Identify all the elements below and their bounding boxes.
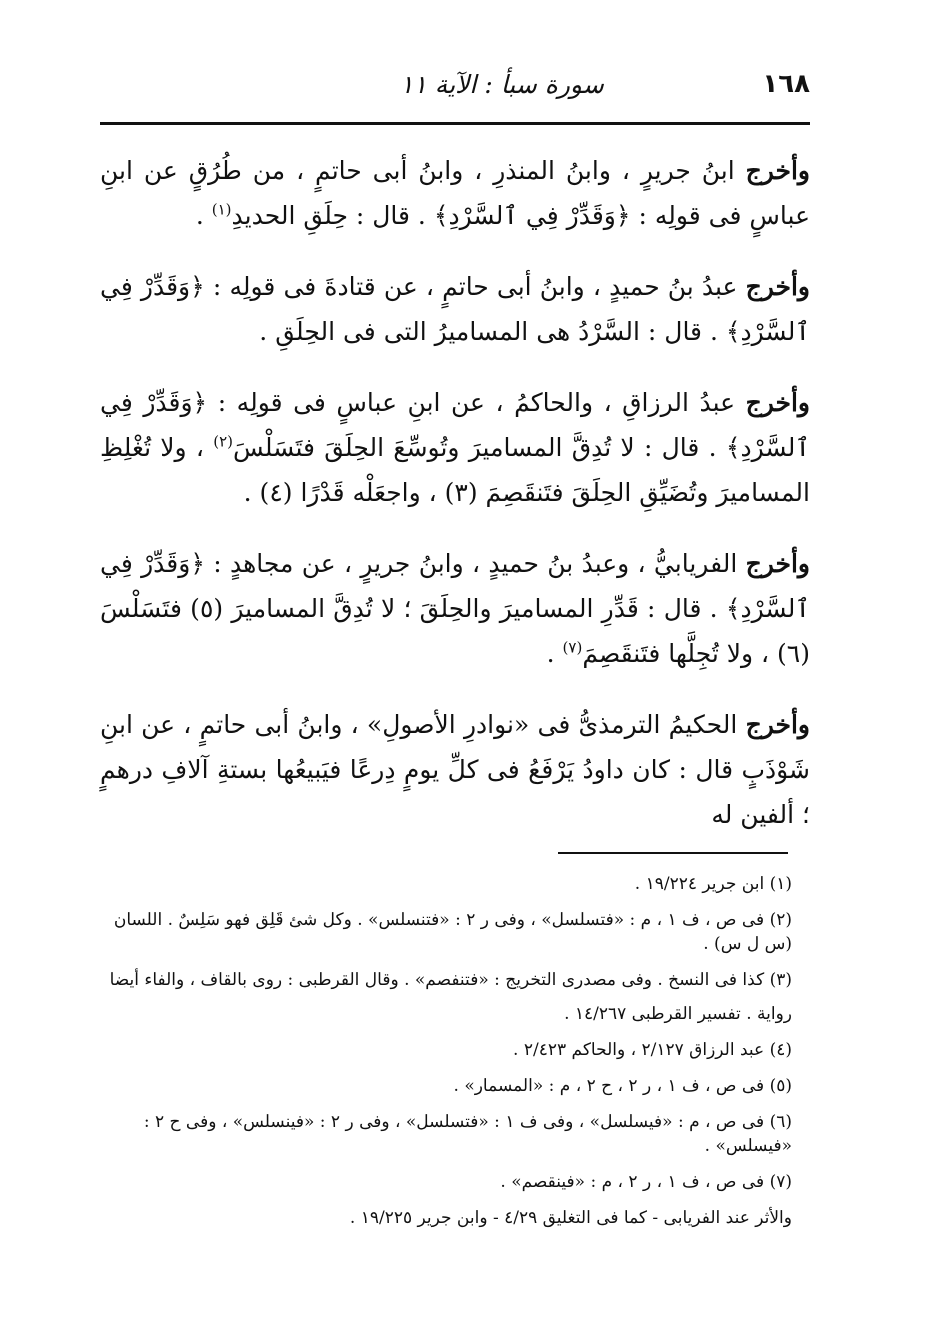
paragraph-tail: .	[195, 201, 212, 230]
main-text	[100, 148, 810, 863]
paragraph-opener: وأخرج	[745, 710, 810, 739]
paragraph-text: عبدُ الرزاقِ ، والحاكمُ ، عن ابنِ عباسٍ فى قولِه : ﴿وَقَدِّرْ فِي ٱلسَّرْدِ﴾ . قال : لا تُدِقَّ المساميرَ وتُوسِّعَ الحِلَقَ فتَسَلْسَ	[100, 388, 810, 462]
footnote-marker: (١)	[211, 200, 232, 219]
footnote-source-note: والأثر عند الفريابى - كما فى التغليق ٤/٢٩ - وابن جرير ١٩/٢٢٥ .	[349, 1208, 792, 1228]
paragraph-text: عبدُ بنُ حميدٍ ، وابنُ أبى حاتمٍ ، عن قتادةَ فى قولِه : ﴿وَقَدِّرْ فِي ٱلسَّرْدِ﴾ . قال : السَّرْدُ هى المساميرُ التى فى الحِلَقِ .	[100, 272, 810, 346]
footnote-marker: (٧)	[562, 638, 583, 657]
paragraph	[100, 264, 810, 354]
page-header	[100, 60, 810, 108]
paragraph-text: الحكيمُ الترمذىُّ فى «نوادرِ الأصولِ» ، وابنُ أبى حاتمٍ ، عن ابنِ شَوْذَبٍ قال : كان داودُ يَرْفَعُ فى كلِّ يومٍ دِرعًا فيَبيعُها بستةِ آلافِ درهمٍ ؛ ألفين له	[100, 710, 810, 829]
paragraph-opener: وأخرج	[745, 156, 810, 185]
paragraph	[100, 541, 810, 676]
paragraph	[100, 380, 810, 515]
footnote-7: (٧) فى ص ، ف ١ ، ر ٢ ، م : «فينقصم» .	[500, 1172, 792, 1192]
paragraph	[100, 148, 810, 238]
footnote-rule	[558, 852, 788, 854]
paragraph-opener: وأخرج	[745, 388, 810, 417]
paragraph	[100, 702, 810, 837]
footnote-6: (٦) فى ص ، م : «فيسلسل» ، وفى ف ١ : «فتسلسل» ، وفى ر ٢ : «فينسلس» ، وفى ح ٢ : «فيسلس» .	[143, 1112, 792, 1156]
paragraph-opener: وأخرج	[745, 549, 810, 578]
paragraph-text: الفريابيُّ ، وعبدُ بنُ حميدٍ ، وابنُ جريرٍ ، عن مجاهدٍ : ﴿وَقَدِّرْ فِي ٱلسَّرْدِ﴾ . قال : قَدِّرِ المساميرَ والحِلَقَ ؛ لا تُدِقَّ المساميرَ (٥) فتَسَلْسَ (٦) ، ولا تُجِلَّها فتَنقَصِمَ	[100, 549, 810, 668]
paragraph-opener: وأخرج	[745, 272, 810, 301]
footnote-3-continued: رواية . تفسير القرطبى ١٤/٢٦٧ .	[564, 1004, 792, 1024]
footnote-3: (٣) كذا فى النسخ . وفى مصدرى التخريج : «فتنفصم» . وقال القرطبى : روى بالقاف ، والفاء أيضا	[109, 970, 792, 990]
paragraph-text: ابنُ جريرٍ ، وابنُ المنذرِ ، وابنُ أبى حاتمٍ ، من طُرُقٍ عن ابنِ عباسٍ فى قولِه : ﴿وَقَدِّرْ فِي ٱلسَّرْدِ﴾ . قال : حِلَقِ الحديدِ	[100, 156, 810, 230]
footnote-marker: (٢)	[213, 432, 233, 451]
footnote-1: (١) ابن جرير ١٩/٢٢٤ .	[634, 874, 792, 894]
footnote-5: (٥) فى ص ، ف ١ ، ر ٢ ، ح ٢ ، م : «المسمار» .	[453, 1076, 792, 1096]
paragraph-tail: .	[546, 639, 563, 668]
footnotes	[100, 872, 792, 1242]
paragraph-tail: ، ولا تُغْلِظِ المساميرَ وتُضَيِّقِ الحِلَقَ فتَنقَصِمَ (٣) ، واجعَلْه قَدْرًا (٤) .	[100, 433, 810, 507]
page-number: ١٦٨	[762, 69, 810, 99]
footnote-2: (٢) فى ص ، ف ١ ، م : «فتسلسل» ، وفى ر ٢ : «فتنسلس» . وكل شئ قَلِق فهو سَلِسٌ . اللسان (س ل س) .	[113, 910, 792, 954]
footnote-4: (٤) عبد الرزاق ٢/١٢٧ ، والحاكم ٢/٤٢٣ .	[513, 1040, 792, 1060]
running-title: سورة سبأ : الآية ١١	[400, 69, 604, 99]
header-rule	[100, 122, 810, 125]
